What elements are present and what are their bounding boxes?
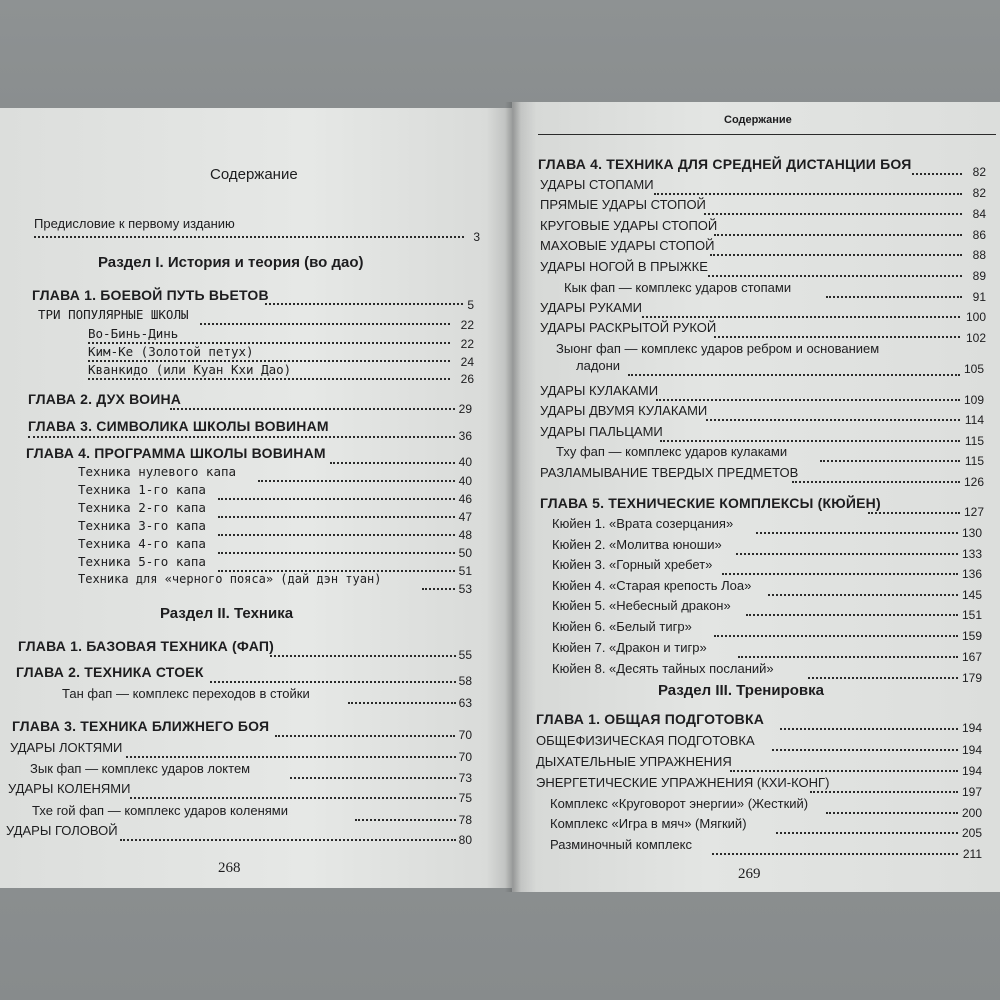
page-number: 78 — [458, 813, 472, 827]
page-number: 29 — [458, 402, 472, 416]
page-folio: 268 — [218, 860, 241, 876]
page-number: 145 — [961, 588, 982, 602]
page-folio: 269 — [738, 866, 761, 882]
toc-entry: УДАРЫ ПАЛЬЦАМИ — [540, 424, 663, 439]
leader-dots — [714, 635, 958, 637]
page-number: 73 — [458, 771, 472, 785]
page-number: 200 — [961, 806, 982, 820]
page-number: 133 — [961, 547, 982, 561]
page-number: 75 — [458, 791, 472, 805]
page-number: 89 — [972, 269, 986, 283]
leader-dots — [820, 460, 960, 462]
toc-entry: УДАРЫ НОГОЙ В ПРЫЖКЕ — [540, 259, 708, 274]
page-number: 205 — [961, 826, 982, 840]
page-number: 26 — [460, 372, 474, 386]
toc-title: Содержание — [210, 166, 298, 183]
toc-entry: Техника 4-го капа — [78, 536, 206, 551]
leader-dots — [130, 797, 456, 799]
page-number: 48 — [458, 528, 472, 542]
page-number: 102 — [965, 331, 986, 345]
leader-dots — [780, 728, 958, 730]
chapter-entry: ГЛАВА 2. ДУХ ВОИНА — [28, 391, 182, 407]
preface-entry: Предисловие к первому изданию — [34, 216, 235, 231]
leader-dots — [218, 534, 455, 536]
page-number: 70 — [458, 750, 472, 764]
leader-dots — [714, 336, 960, 338]
leader-dots — [120, 839, 456, 841]
photo-background-top — [0, 0, 1000, 108]
page-number: 194 — [961, 764, 982, 778]
page-number: 58 — [458, 674, 472, 688]
toc-entry: УДАРЫ ГОЛОВОЙ — [6, 823, 118, 838]
leader-dots — [710, 254, 962, 256]
toc-entry: УДАРЫ ЛОКТЯМИ — [10, 740, 123, 755]
chapter-entry: ГЛАВА 5. ТЕХНИЧЕСКИЕ КОМПЛЕКСЫ (КЮЙЕН) — [540, 495, 881, 511]
leader-dots — [218, 516, 455, 518]
leader-dots — [290, 777, 456, 779]
leader-dots — [826, 812, 958, 814]
toc-entry: Кюйен 6. «Белый тигр» — [552, 619, 692, 634]
toc-entry: Техника для «черного пояса» (дай дэн туан) — [78, 572, 382, 586]
page-number: 114 — [964, 413, 984, 427]
page-number: 70 — [458, 728, 472, 742]
toc-entry: МАХОВЫЕ УДАРЫ СТОПОЙ — [540, 238, 715, 253]
page-number: 151 — [961, 608, 982, 622]
leader-dots — [200, 323, 450, 325]
toc-entry: Техника 5-го капа — [78, 554, 206, 569]
page-number: 40 — [458, 455, 472, 469]
chapter-entry: ГЛАВА 1. БАЗОВАЯ ТЕХНИКА (ФАП) — [18, 638, 274, 654]
toc-entry: КРУГОВЫЕ УДАРЫ СТОПОЙ — [540, 218, 718, 233]
page-number: 51 — [458, 564, 472, 578]
leader-dots — [28, 436, 455, 438]
running-head: Содержание — [724, 114, 792, 126]
page-number: 50 — [458, 546, 472, 560]
leader-dots — [772, 749, 958, 751]
leader-dots — [712, 853, 958, 855]
leader-dots — [210, 681, 456, 683]
page-number: 3 — [473, 230, 480, 244]
toc-entry: Кюйен 5. «Небесный дракон» — [552, 598, 731, 613]
leader-dots — [730, 770, 958, 772]
leader-dots — [792, 481, 960, 483]
page-number: 127 — [963, 505, 984, 519]
page-number: 24 — [460, 355, 474, 369]
toc-entry: Техника 2-го капа — [78, 500, 206, 515]
leader-dots — [868, 512, 960, 514]
leader-dots — [704, 213, 962, 215]
page-number: 36 — [458, 429, 472, 443]
page-number: 80 — [458, 833, 472, 847]
page-number: 82 — [972, 186, 986, 200]
page-number: 47 — [458, 510, 472, 524]
toc-entry: Тан фап — комплекс переходов в стойки — [62, 686, 310, 701]
toc-entry: РАЗЛАМЫВАНИЕ ТВЕРДЫХ ПРЕДМЕТОВ — [540, 465, 799, 480]
toc-entry: Техника нулевого капа — [78, 464, 237, 479]
page-number: 105 — [963, 362, 984, 376]
section-heading: Раздел II. Техника — [160, 605, 294, 622]
leader-dots — [218, 498, 455, 500]
chapter-entry: ГЛАВА 4. ПРОГРАММА ШКОЛЫ ВОВИНАМ — [26, 445, 326, 461]
toc-entry: Кюйен 2. «Молитва юноши» — [552, 537, 722, 552]
toc-entry: Зык фап — комплекс ударов локтем — [30, 761, 251, 776]
leader-dots — [126, 756, 456, 758]
toc-entry: ОБЩЕФИЗИЧЕСКАЯ ПОДГОТОВКА — [536, 733, 755, 748]
toc-entry: Комплекс «Игра в мяч» (Мягкий) — [550, 816, 747, 831]
photo-background-bottom — [0, 888, 1000, 1000]
leader-dots — [706, 419, 960, 421]
page-number: 55 — [458, 648, 472, 662]
toc-entry: Техника 3-го капа — [78, 518, 206, 533]
page-number: 197 — [961, 785, 982, 799]
chapter-entry: ГЛАВА 1. БОЕВОЙ ПУТЬ ВЬЕТОВ — [32, 287, 269, 303]
leader-dots — [810, 791, 958, 793]
page-number: 109 — [963, 393, 984, 407]
toc-entry: Тхе гой фап — комплекс ударов коленями — [32, 803, 288, 818]
toc-entry: Кюйен 7. «Дракон и тигр» — [552, 640, 707, 655]
page-number: 136 — [961, 567, 982, 581]
toc-entry: Техника 1-го капа — [78, 482, 206, 497]
toc-entry: УДАРЫ РУКАМИ — [540, 300, 643, 315]
leader-dots — [722, 573, 958, 575]
leader-dots — [88, 378, 450, 380]
header-rule — [538, 134, 996, 135]
page-number: 46 — [458, 492, 472, 506]
leader-dots — [34, 236, 464, 238]
leader-dots — [768, 594, 958, 596]
page-number: 84 — [972, 207, 986, 221]
page-number: 211 — [962, 847, 982, 861]
section-heading: Раздел I. История и теория (во дао) — [98, 254, 364, 271]
toc-entry: Во-Бинь-Динь — [88, 326, 179, 341]
toc-entry: УДАРЫ СТОПАМИ — [540, 177, 654, 192]
page-number: 40 — [458, 474, 472, 488]
toc-entry: Кюйен 3. «Горный хребет» — [552, 557, 713, 572]
leader-dots — [714, 234, 962, 236]
leader-dots — [170, 408, 455, 410]
leader-dots — [330, 462, 455, 464]
page-number: 63 — [458, 696, 472, 710]
leader-dots — [736, 553, 958, 555]
page-number: 88 — [972, 248, 986, 262]
page-number: 5 — [467, 298, 474, 312]
leader-dots — [258, 480, 455, 482]
toc-entry: Тху фап — комплекс ударов кулаками — [556, 444, 788, 459]
toc-entry: Комплекс «Круговорот энергии» (Жесткий) — [550, 796, 809, 811]
toc-entry-continuation: ладони — [576, 358, 621, 373]
leader-dots — [218, 552, 455, 554]
toc-entry: Зыонг фап — комплекс ударов ребром и основанием — [556, 341, 880, 356]
leader-dots — [275, 735, 455, 737]
page-number: 115 — [964, 454, 984, 468]
page-number: 159 — [961, 629, 982, 643]
toc-entry: Кюйен 8. «Десять тайных посланий» — [552, 661, 774, 676]
leader-dots — [756, 532, 958, 534]
leader-dots — [738, 656, 958, 658]
leader-dots — [642, 316, 960, 318]
leader-dots — [270, 655, 456, 657]
toc-entry: ЭНЕРГЕТИЧЕСКИЕ УПРАЖНЕНИЯ (КХИ-КОНГ) — [536, 775, 830, 790]
toc-entry: ДЫХАТЕЛЬНЫЕ УПРАЖНЕНИЯ — [536, 754, 732, 769]
toc-entry: УДАРЫ РАСКРЫТОЙ РУКОЙ — [540, 320, 717, 335]
toc-entry: Ким-Ке (Золотой петух) — [88, 344, 254, 359]
chapter-entry: ГЛАВА 3. ТЕХНИКА БЛИЖНЕГО БОЯ — [12, 718, 270, 734]
chapter-entry: ГЛАВА 3. СИМВОЛИКА ШКОЛЫ ВОВИНАМ — [28, 418, 329, 434]
toc-entry: Кванкидо (или Куан Кхи Дао) — [88, 362, 292, 377]
page-number: 100 — [965, 310, 986, 324]
page-number: 194 — [961, 743, 982, 757]
leader-dots — [656, 399, 960, 401]
page-number: 91 — [972, 290, 986, 304]
chapter-entry: ГЛАВА 2. ТЕХНИКА СТОЕК — [16, 664, 204, 680]
leader-dots — [265, 303, 463, 305]
toc-entry: ТРИ ПОПУЛЯРНЫЕ ШКОЛЫ — [38, 307, 189, 322]
leader-dots — [746, 614, 958, 616]
page-number: 167 — [961, 650, 982, 664]
page-number: 115 — [964, 434, 984, 448]
page-number: 126 — [963, 475, 984, 489]
section-heading: Раздел III. Тренировка — [658, 682, 824, 699]
toc-entry: Разминочный комплекс — [550, 837, 692, 852]
page-number: 22 — [460, 337, 474, 351]
toc-entry: УДАРЫ КУЛАКАМИ — [540, 383, 659, 398]
leader-dots — [826, 296, 962, 298]
page-number: 53 — [458, 582, 472, 596]
toc-entry: Кюйен 4. «Старая крепость Лоа» — [552, 578, 752, 593]
book-gutter — [505, 102, 521, 892]
toc-entry: УДАРЫ ДВУМЯ КУЛАКАМИ — [540, 403, 708, 418]
page-number: 82 — [972, 165, 986, 179]
toc-entry: Кюйен 1. «Врата созерцания» — [552, 516, 734, 531]
leader-dots — [776, 832, 958, 834]
toc-entry: Кык фап — комплекс ударов стопами — [564, 280, 792, 295]
leader-dots — [660, 440, 960, 442]
chapter-entry: ГЛАВА 4. ТЕХНИКА ДЛЯ СРЕДНЕЙ ДИСТАНЦИИ БОЯ — [538, 156, 912, 172]
toc-entry: ПРЯМЫЕ УДАРЫ СТОПОЙ — [540, 197, 706, 212]
toc-entry: УДАРЫ КОЛЕНЯМИ — [8, 781, 131, 796]
page-number: 179 — [961, 671, 982, 685]
chapter-entry: ГЛАВА 1. ОБЩАЯ ПОДГОТОВКА — [536, 711, 765, 727]
leader-dots — [654, 193, 962, 195]
leader-dots — [708, 275, 962, 277]
page-number: 22 — [460, 318, 474, 332]
page-number: 194 — [961, 721, 982, 735]
leader-dots — [628, 374, 960, 376]
page-number: 86 — [972, 228, 986, 242]
leader-dots — [808, 677, 958, 679]
page-number: 130 — [961, 526, 982, 540]
